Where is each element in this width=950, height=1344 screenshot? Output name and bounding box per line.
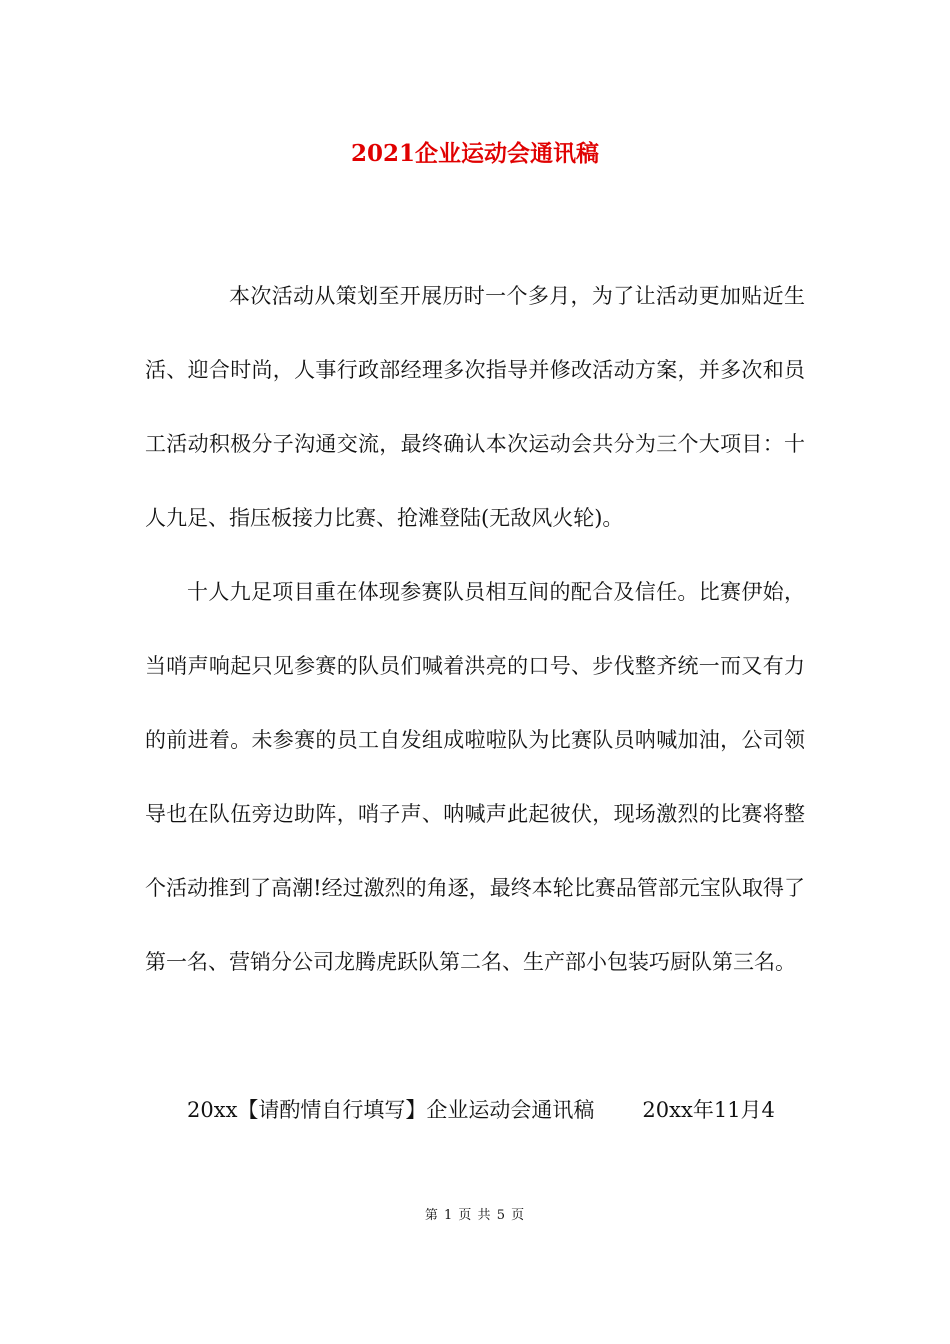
page-number-footer: 第 1 页 共 5 页 <box>424 1208 526 1223</box>
document-title: 2021企业运动会通讯稿 <box>350 140 599 167</box>
paragraph-activity-planning: 本次活动从策划至开展历时一个多月，为了让活动更加贴近生活、迎合时尚，人事行政部经理多次指导并修改活动方案，并多次和员工活动积极分子沟通交流，最终确认本次运动会共分为三个大项目：十人九足、指压板接力比赛、抢滩登陆(无敌风火轮)。 <box>145 284 805 530</box>
closing-line-source: 20xx【请酌情自行填写】企业运动会通讯稿 <box>187 1098 595 1122</box>
paragraph-ten-people-nine-legs: 十人九足项目重在体现参赛队员相互间的配合及信任。比赛伊始，当哨声响起只见参赛的队员们喊着洪亮的口号、步伐整齐统一而又有力的前进着。未参赛的员工自发组成啦啦队为比赛队员呐喊加油，公司领导也在队伍旁边助阵，哨子声、呐喊声此起彼伏，现场激烈的比赛将整个活动推到了高潮!经过激烈的角逐，最终本轮比赛品管部元宝队取得了第一名、营销分公司龙腾虎跃队第二名、生产部小包装巧厨队第三名。 <box>145 580 805 974</box>
closing-line-date: 20xx年11月4 <box>642 1098 775 1122</box>
closing-line <box>145 1073 805 1147</box>
